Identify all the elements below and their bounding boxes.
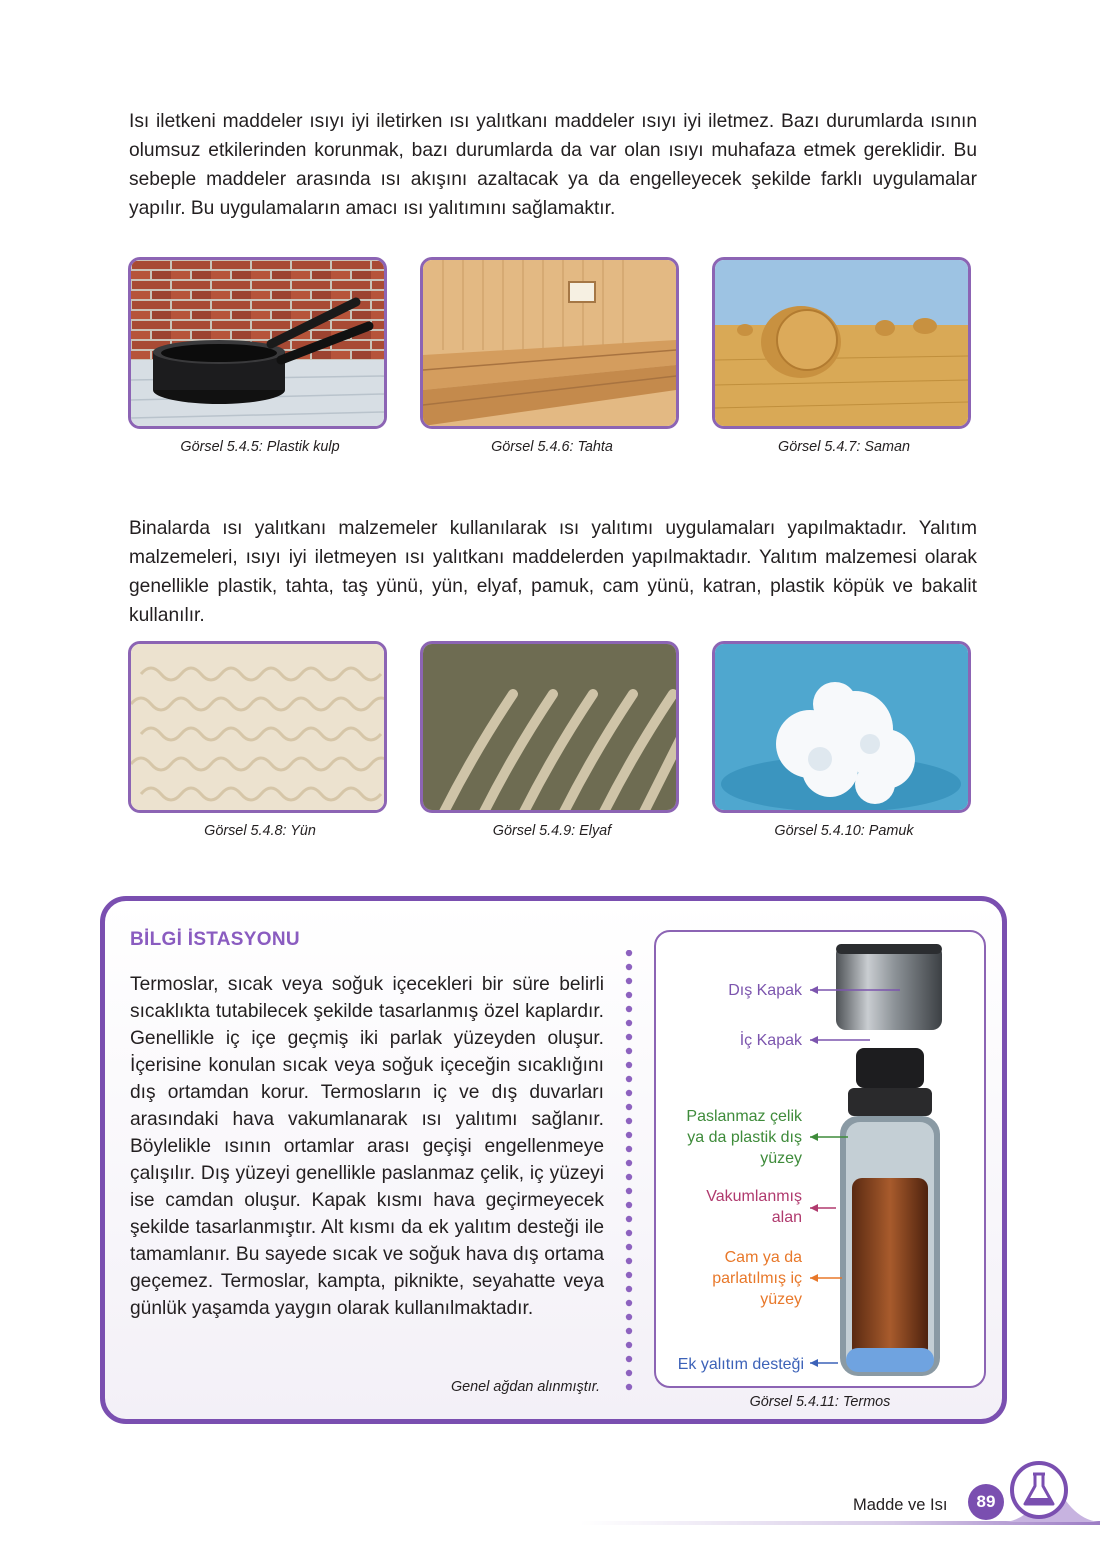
figure-caption: Görsel 5.4.9: Elyaf: [492, 823, 612, 839]
info-station-title: BİLGİ İSTASYONU: [130, 929, 300, 950]
cotton-photo: [712, 641, 971, 813]
figure-caption: Görsel 5.4.6: Tahta: [491, 439, 613, 455]
label-ic-kapak: İç Kapak: [739, 1032, 802, 1049]
label-dis-kapak: Dış Kapak: [728, 982, 802, 999]
label-paslanmaz-celik: Paslanmaz çelik ya da plastik dış yüzey: [686, 1108, 802, 1167]
figure-caption: Görsel 5.4.8: Yün: [204, 823, 316, 839]
figure-caption: Görsel 5.4.5: Plastik kulp: [180, 439, 340, 455]
page-number: 89: [968, 1484, 1004, 1520]
label-cam: Cam ya da parlatılmış iç yüzey: [712, 1249, 802, 1308]
label-vakum: Vakumlanmış alan: [706, 1188, 802, 1226]
source-note: Genel ağdan alınmıştır.: [450, 1379, 600, 1395]
fiber-photo: [420, 641, 679, 813]
flask-icon: [1002, 1456, 1102, 1526]
wool-photo: [128, 641, 387, 813]
dotted-divider: [624, 950, 634, 1395]
figure-caption: Görsel 5.4.10: Pamuk: [774, 823, 914, 839]
label-arrows: [800, 980, 960, 1380]
insulation-paragraph: Binalarda ısı yalıtkanı malzemeler kullanılarak ısı yalıtımı uygulamaları yapılmaktadır. Yalıtım malzemeleri, ısıyı iyi iletmeyen ısı yalıtkanı maddelerden yapılmaktadır. Yalıtım malzemesi olarak genellikle plastik, tahta, taş yünü, yün, elyaf, pamuk, cam yünü, katran, plastik köpük ve bakalit kullanılır.: [129, 518, 977, 626]
figure-caption: Görsel 5.4.7: Saman: [778, 439, 910, 455]
straw-bale-photo: [712, 257, 971, 429]
label-ek-yalitim: Ek yalıtım desteği: [677, 1356, 804, 1373]
wood-sauna-photo: [420, 257, 679, 429]
footer-unit-title: Madde ve Isı: [853, 1496, 948, 1514]
intro-paragraph: Isı iletkeni maddeler ısıyı iyi iletirken ısı yalıtkanı maddeler ısıyı iyi iletmez. Bazı durumlarda ısının olumsuz etkilerinden korunmak, bazı durumlarda da var olan ısıyı muhafaza etmek gereklidir. Bu sebeple maddeler arasında ısı akışını azaltacak ya da engelleyecek şekilde farklı uygulamalar yapılır. Bu uygulamaların amacı ısı yalıtımını sağlamaktır.: [129, 111, 977, 219]
plastic-handle-photo: [128, 257, 387, 429]
thermos-caption: Görsel 5.4.11: Termos: [749, 1394, 891, 1410]
info-station-text: Termoslar, sıcak veya soğuk içecekleri bir süre belirli sıcaklıkta tutabilecek şekilde tasarlanmış özel kaplardır. Genellikle iç içe geçmiş iki parlak yüzeyden oluşur. İçerisine konulan sıcak veya soğuk içeceğin sıcaklığını dış ortamdan korur. Termosların iç ve dış duvarları arasındaki hava vakumlanarak ısı yalıtımı sağlanır. Böylelikle ısının ortamlar arası geçişi engellenmeye çalışılır. Dış yüzeyi genellikle paslanmaz çelik, iç yüzeyi ise camdan oluşur. Kapak kısmı hava geçirmeyecek şekilde tasarlanmıştır. Alt kısmı da ek yalıtım desteği ile tamamlanır. Bu sayede sıcak ve soğuk hava dış ortama geçemez. Termoslar, kampta, piknikte, seyahatte veya günlük yaşamda yaygın olarak kullanılmaktadır.: [130, 974, 604, 1319]
